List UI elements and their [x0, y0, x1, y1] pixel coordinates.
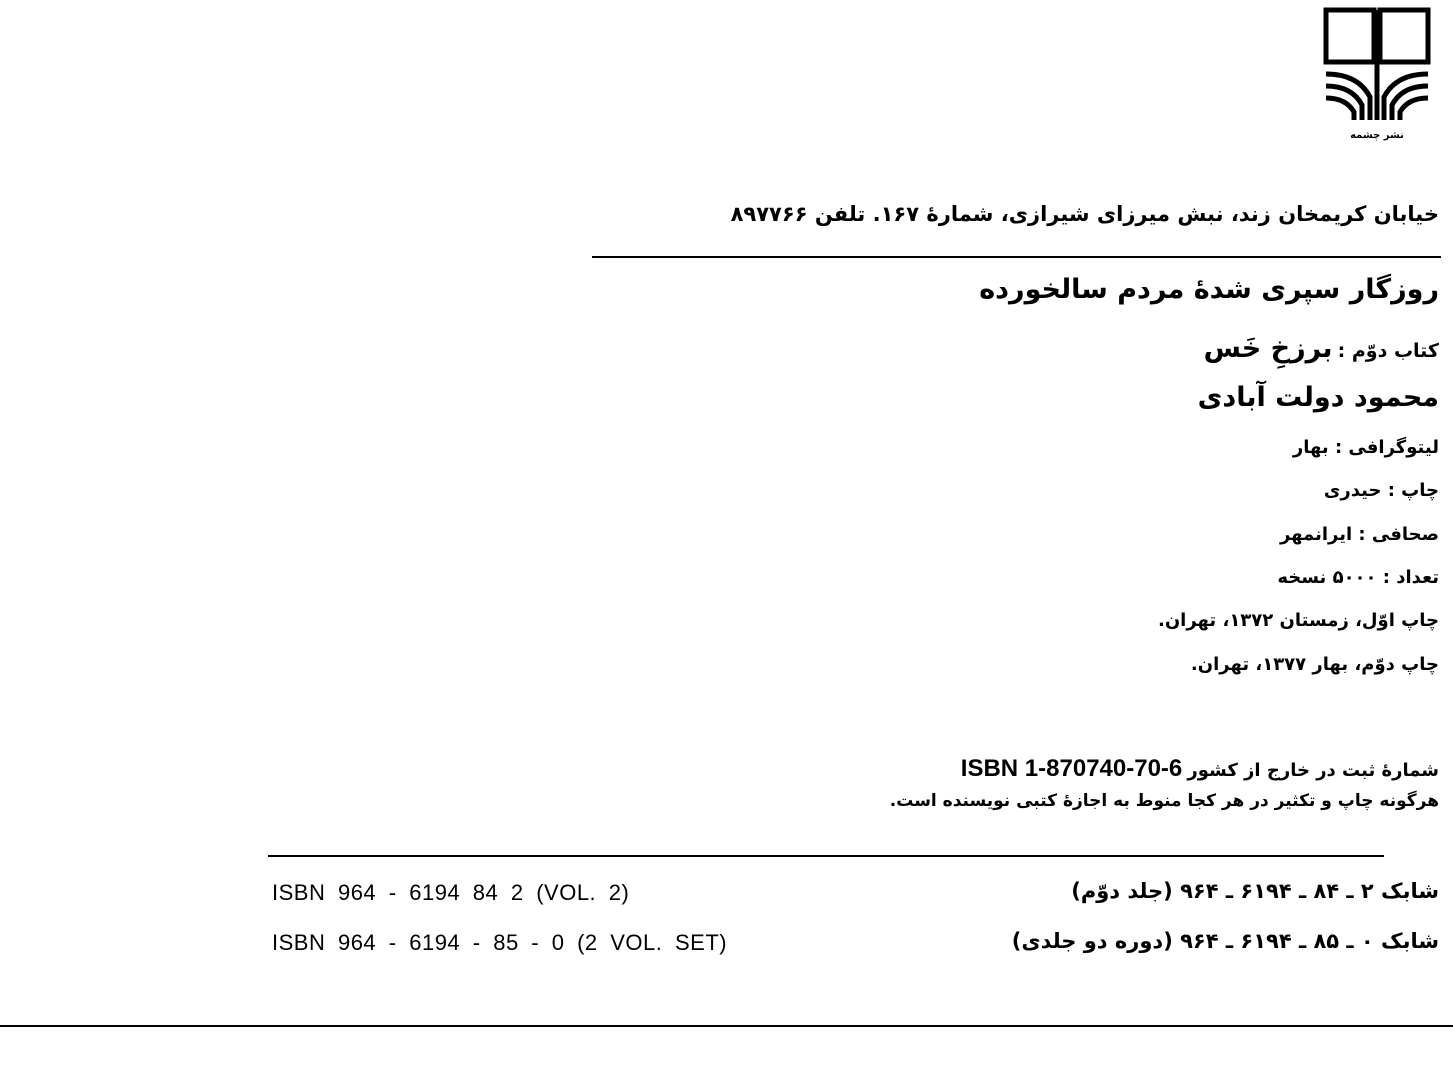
header-divider: [592, 256, 1441, 258]
credit-binding: صحافی : ایرانمهر: [1279, 524, 1439, 545]
rights-notice: هرگونه چاپ و تکثیر در هر کجا منوط به اجازهٔ کتبی نویسنده است.: [889, 791, 1439, 811]
credit-lithography: لیتوگرافی : بهار: [1292, 437, 1439, 458]
credit-printing: چاپ : حیدری: [1323, 480, 1439, 501]
book-title: روزگار سپری شدهٔ مردم سالخورده: [979, 274, 1439, 305]
volume-title: برزخِ خَس: [1203, 333, 1333, 364]
logo-caption: نشر چشمه: [1350, 130, 1404, 141]
isbn-persian-volume: شابک ۲ ـ ۸۴ ـ ۶۱۹۴ ـ ۹۶۴ (جلد دوّم): [1071, 879, 1439, 903]
foreign-registration-label: شمارهٔ ثبت در خارج از کشور: [1187, 760, 1439, 781]
footer-divider: [0, 1025, 1453, 1027]
publisher-book-logo-icon: [1318, 2, 1436, 150]
volume-line: [1204, 333, 1439, 364]
isbn-divider: [268, 855, 1384, 857]
foreign-registration: [951, 755, 1439, 783]
isbn-persian-set: شابک ۰ ـ ۸۵ ـ ۶۱۹۴ ـ ۹۶۴ (دوره دو جلدی): [1011, 929, 1439, 953]
isbn-english-volume: ISBN 964 - 6194 84 2 (VOL. 2): [272, 880, 630, 905]
publisher-address: خیابان کریمخان زند، نبش میرزای شیرازی، شمارهٔ ۱۶۷. تلفن ۸۹۷۷۶۶: [730, 202, 1439, 226]
isbn-english-set: ISBN 964 - 6194 - 85 - 0 (2 VOL. SET): [272, 930, 728, 955]
credit-first-edition: چاپ اوّل، زمستان ۱۳۷۲، تهران.: [1157, 610, 1439, 631]
foreign-isbn: ISBN 1-870740-70-6: [960, 755, 1183, 782]
volume-label: کتاب دوّم :: [1337, 340, 1439, 362]
credit-print-run: تعداد : ۵۰۰۰ نسخه: [1277, 567, 1439, 588]
credit-second-edition: چاپ دوّم، بهار ۱۳۷۷، تهران.: [1190, 654, 1439, 675]
author-name: محمود دولت آبادی: [1197, 382, 1439, 413]
